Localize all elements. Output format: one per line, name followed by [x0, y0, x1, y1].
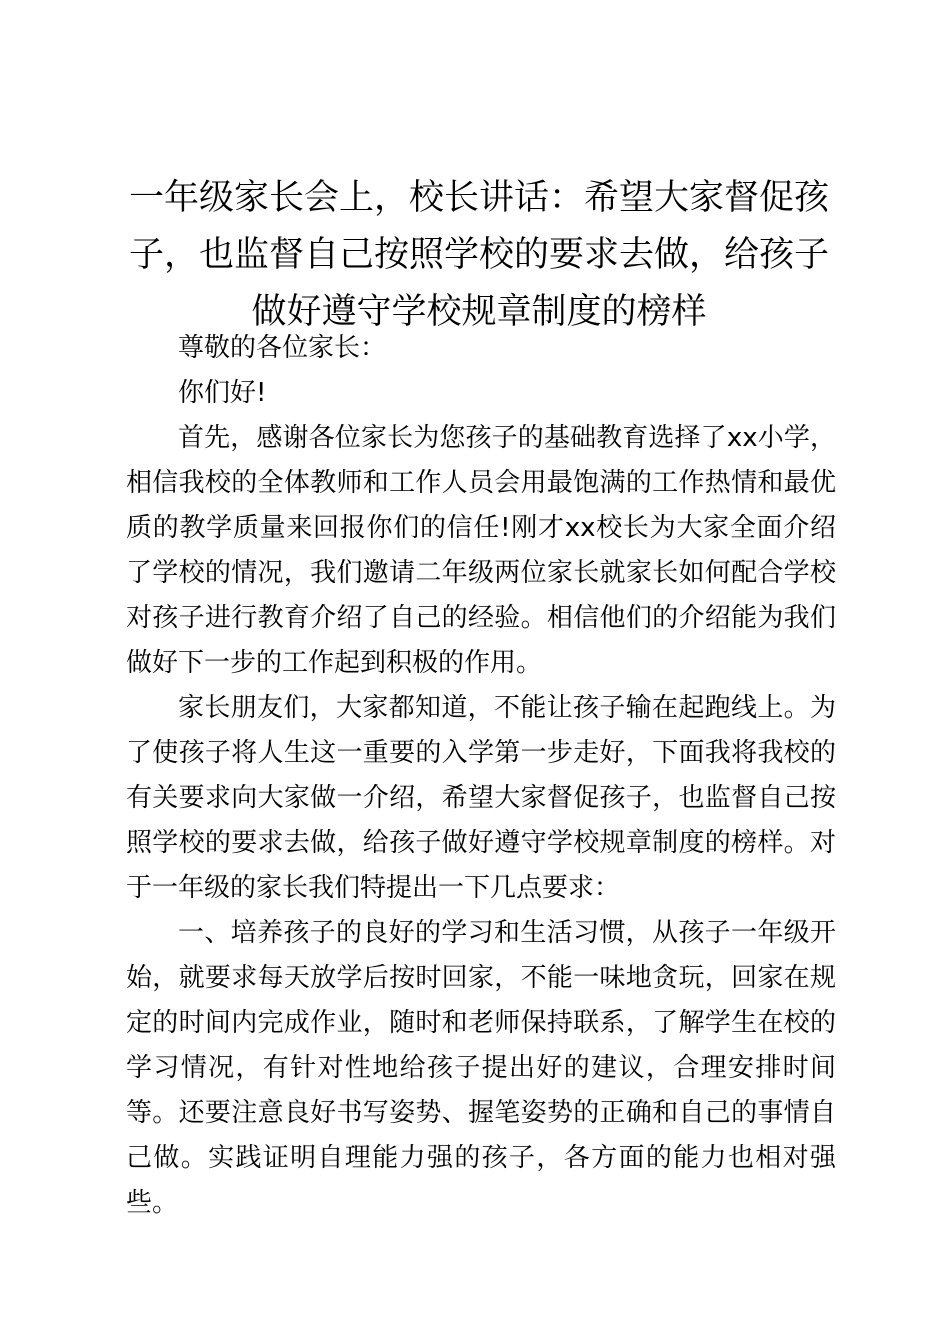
paragraph-requirements-intro: 家长朋友们，大家都知道，不能让孩子输在起跑线上。为了使孩子将人生这一重要的入学第一步走好，下面我将我校的有关要求向大家做一介绍，希望大家督促孩子，也监督自己按照学校的要求去做，给孩子做好遵守学校规章制度的榜样。对于一年级的家长我们特提出一下几点要求：: [126, 693, 836, 903]
document-body: [126, 326, 836, 1226]
salutation: 尊敬的各位家长：: [178, 333, 387, 363]
document-title: 一年级家长会上，校长讲话：希望大家督促孩子，也监督自己按照学校的要求去做，给孩子做好遵守学校规章制度的榜样: [128, 178, 829, 332]
paragraph-intro: 首先，感谢各位家长为您孩子的基础教育选择了xx小学，相信我校的全体教师和工作人员会用最饱满的工作热情和最优质的教学质量来回报你们的信任!刚才xx校长为大家全面介绍了学校的情况，我们邀请二年级两位家长就家长如何配合学校对孩子进行教育介绍了自己的经验。相信他们的介绍能为我们做好下一步的工作起到积极的作用。: [126, 423, 836, 678]
paragraph-requirement-one: 一、培养孩子的良好的学习和生活习惯，从孩子一年级开始，就要求每天放学后按时回家，不能一味地贪玩，回家在规定的时间内完成作业，随时和老师保持联系，了解学生在校的学习情况，有针对性地给孩子提出好的建议，合理安排时间等。还要注意良好书写姿势、握笔姿势的正确和自己的事情自己做。实践证明自理能力强的孩子，各方面的能力也相对强些。: [126, 918, 836, 1218]
greeting: 你们好!: [178, 378, 267, 408]
